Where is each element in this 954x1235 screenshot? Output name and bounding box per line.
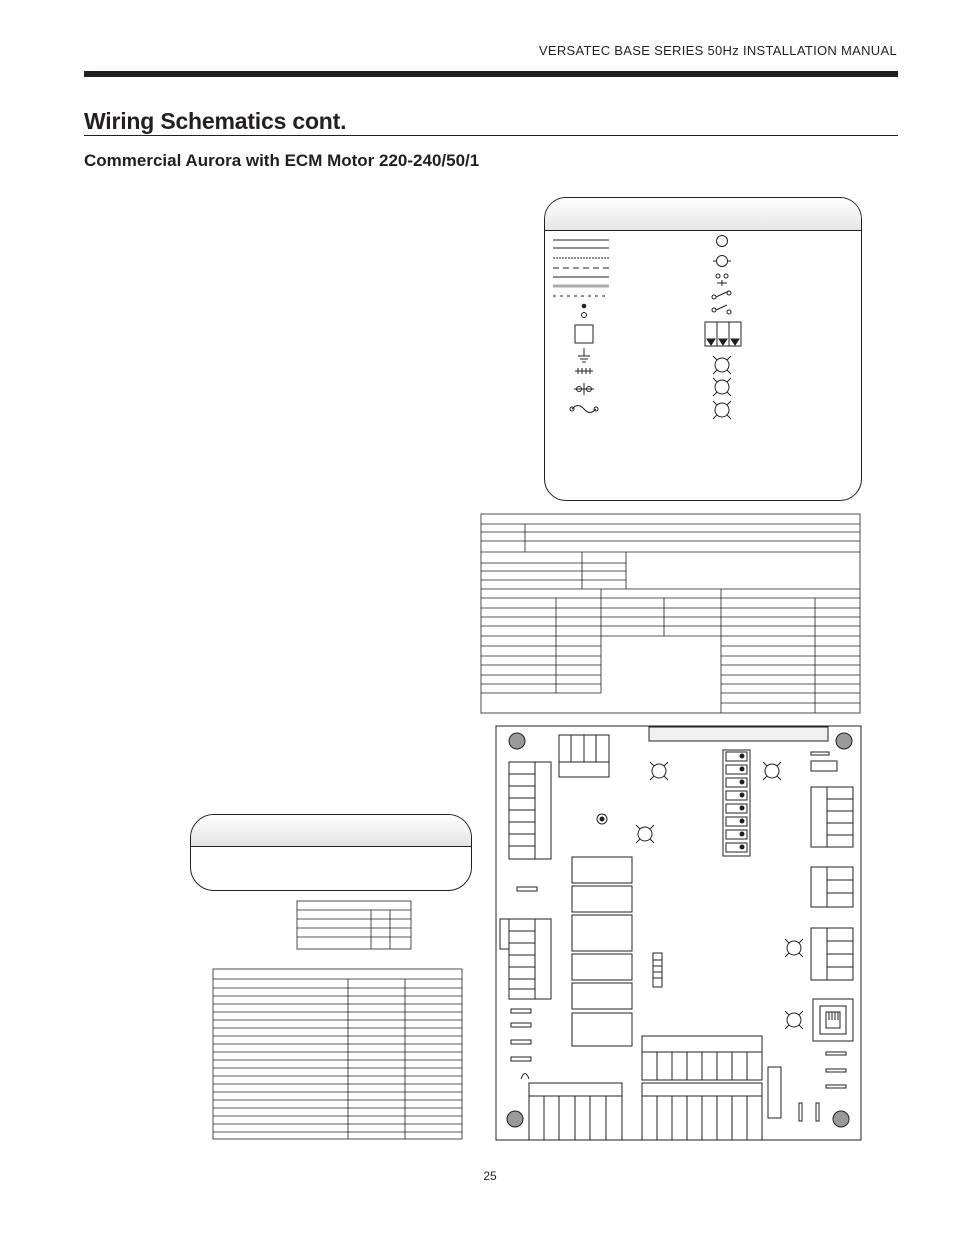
page-number: 25 (483, 1169, 497, 1183)
manual-header: VERSATEC BASE SERIES 50Hz INSTALLATION MANUAL (538, 43, 897, 58)
schematic-subtitle: Commercial Aurora with ECM Motor 220-240/50/1 (84, 151, 480, 170)
page-title: Wiring Schematics cont. (84, 108, 347, 134)
